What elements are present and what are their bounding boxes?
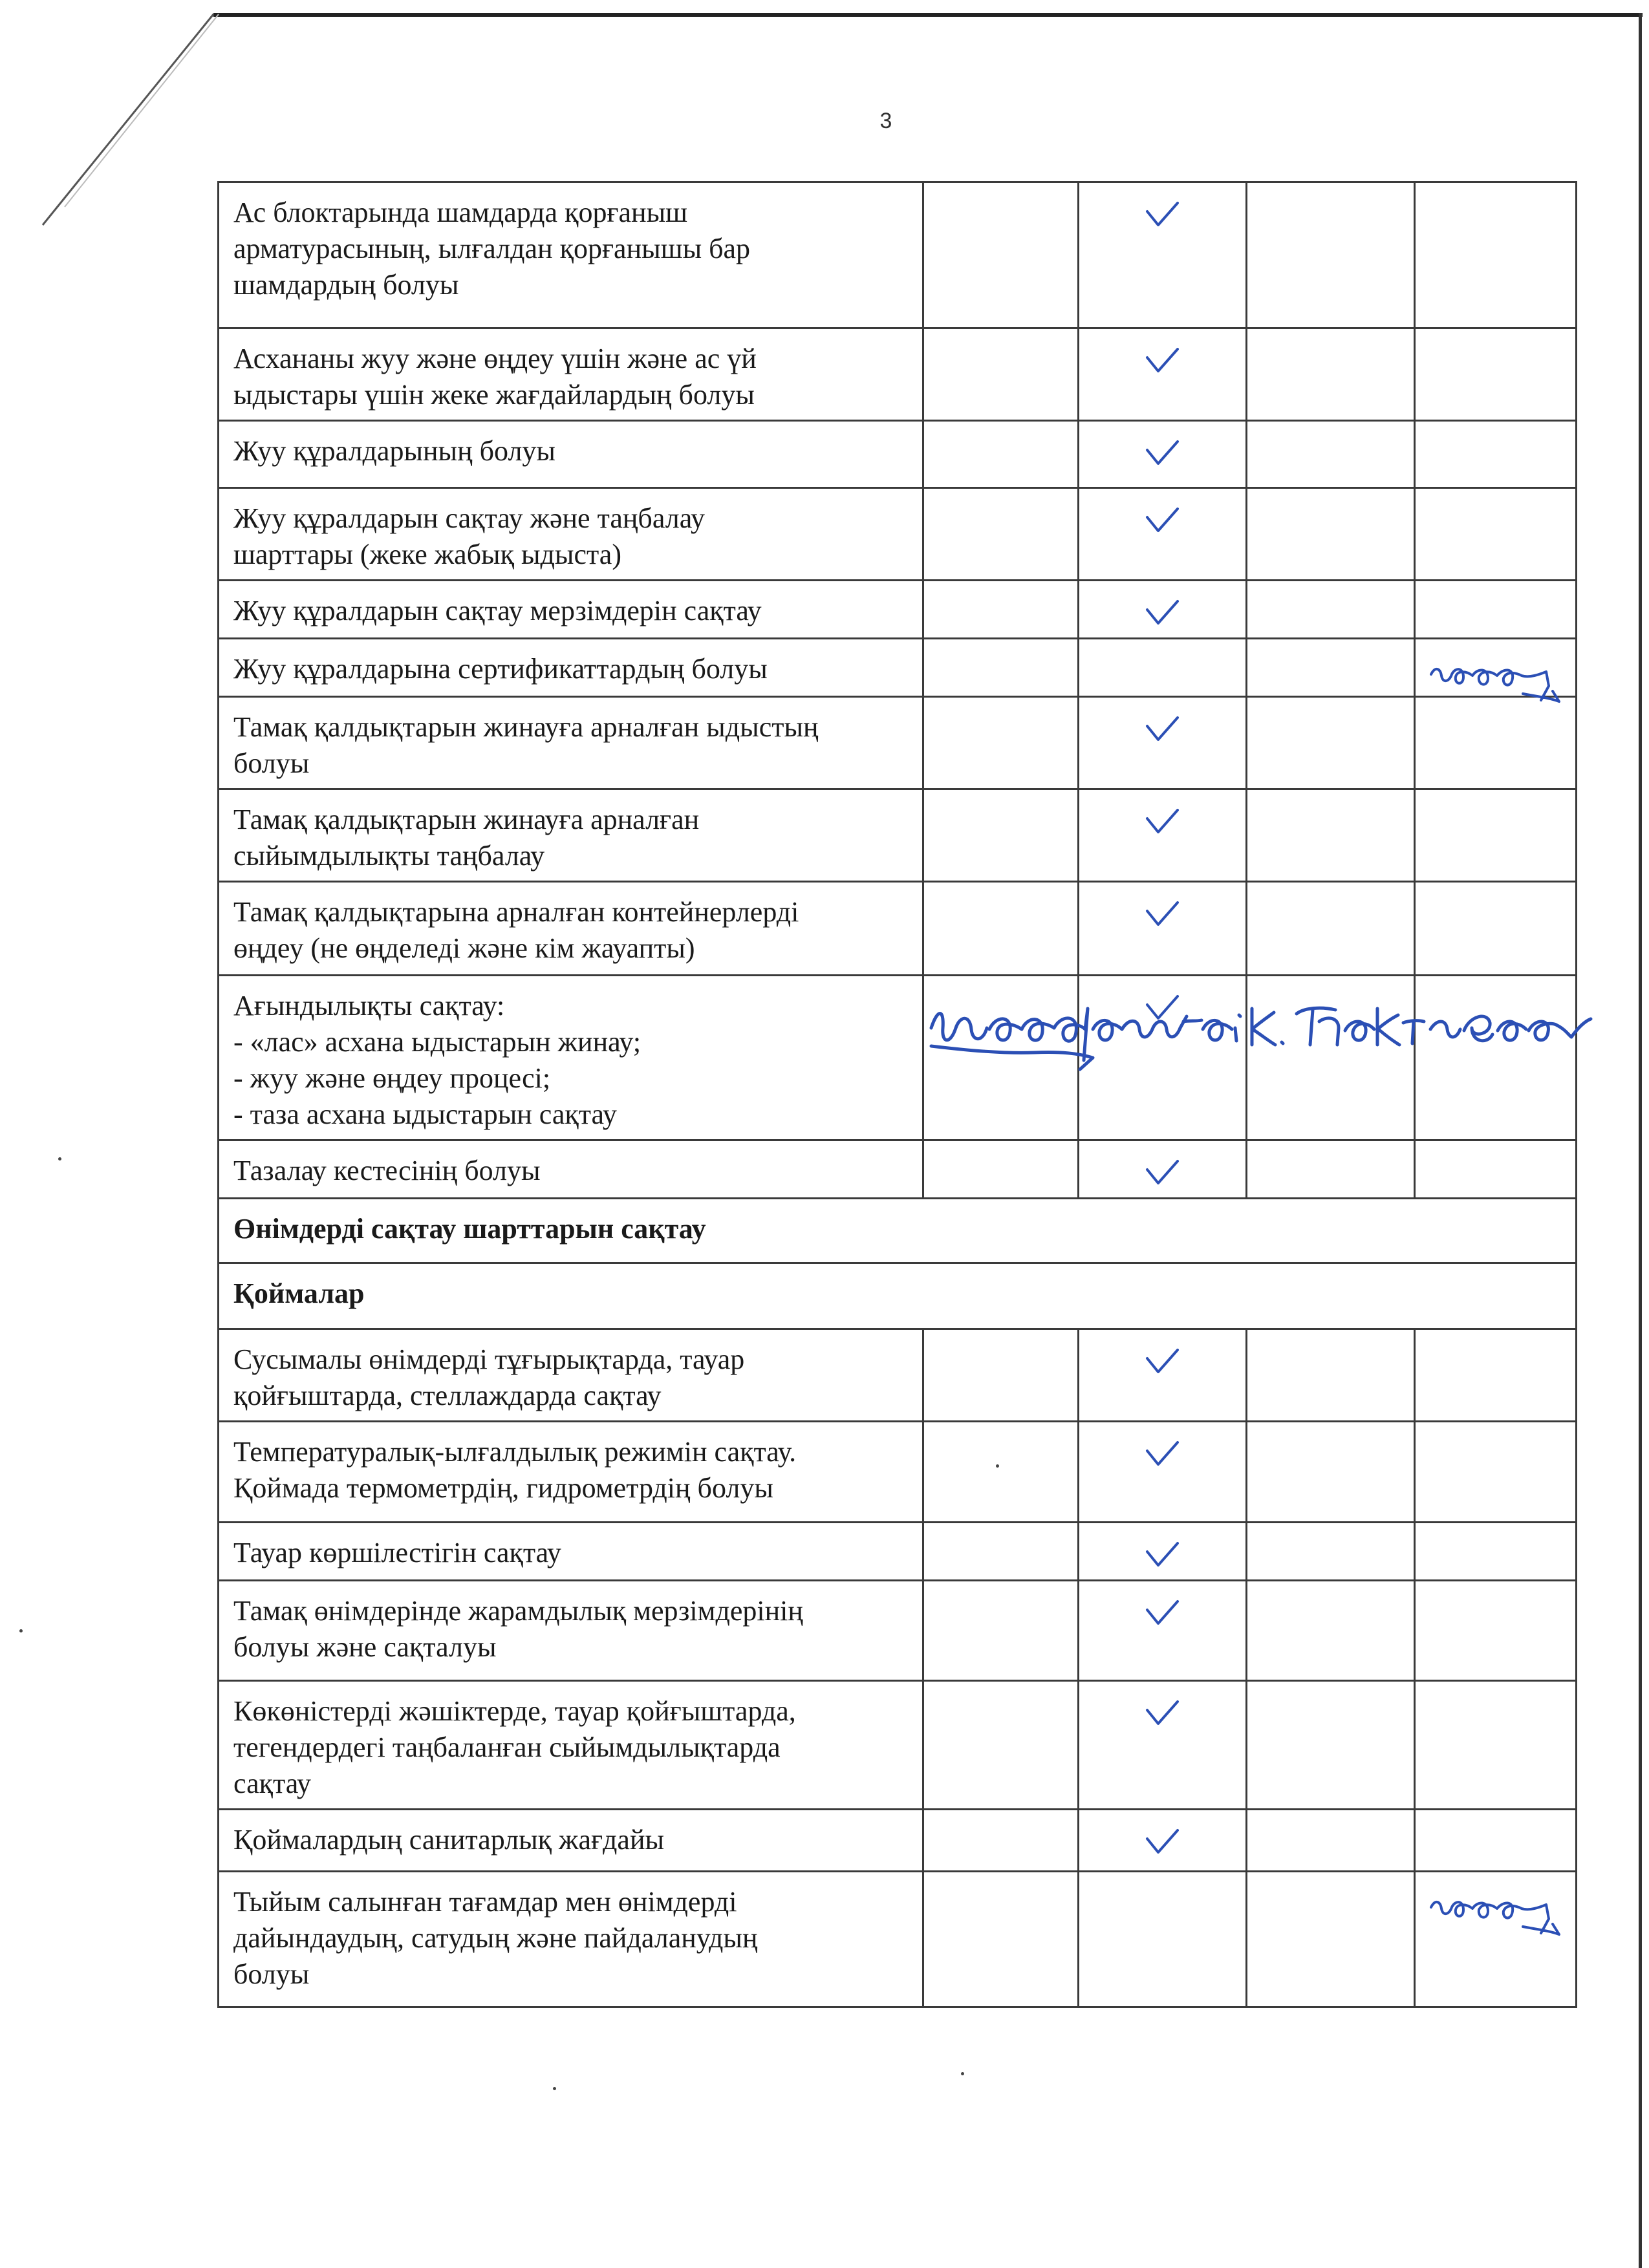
mark-cell-col-1 [923, 1140, 1079, 1199]
check-mark-icon [1145, 1599, 1179, 1625]
mark-cell-col-2 [1079, 1872, 1247, 2007]
scan-edge-top [213, 13, 1643, 17]
mark-cell-col-1 [923, 581, 1079, 639]
mark-cell-col-4 [1415, 697, 1577, 789]
mark-cell-col-3 [1247, 1140, 1415, 1199]
requirement-text-line: Тыйым салынған тағамдар мен өнімдерді [233, 1886, 737, 1918]
requirement-text-line: Жуу құралдарына сертификаттардың болуы [233, 653, 768, 685]
checklist-row [219, 639, 1577, 697]
mark-cell-col-3 [1247, 1810, 1415, 1872]
mark-cell-col-3 [1247, 1422, 1415, 1523]
mark-cell-col-2 [1079, 882, 1247, 976]
mark-cell-col-4 [1415, 639, 1577, 697]
scan-speck [553, 2087, 556, 2090]
mark-cell-col-1 [923, 789, 1079, 882]
requirement-text-line: өңдеу (не өңделеді және кім жауапты) [233, 932, 695, 964]
requirement-text [219, 1422, 923, 1523]
section-header-row [219, 1263, 1577, 1329]
mark-cell-col-3 [1247, 1872, 1415, 2007]
requirement-text-line: - «лас» асхана ыдыстарын жинау; [233, 1026, 641, 1058]
mark-cell-col-1 [923, 1329, 1079, 1422]
mark-cell-col-2 [1079, 182, 1247, 328]
mark-cell-col-4 [1415, 1681, 1577, 1810]
section-title [219, 1199, 1577, 1263]
requirement-text-line: қойғыштарда, стеллаждарда сақтау [233, 1380, 662, 1411]
requirement-text-line: Тауар көршілестігін сақтау [233, 1537, 561, 1568]
mark-cell-col-1 [923, 1581, 1079, 1681]
section-header-row [219, 1199, 1577, 1263]
mark-cell-col-2 [1079, 1523, 1247, 1581]
requirement-text-line: шарттары (жеке жабық ыдыста) [233, 539, 621, 570]
checklist-body [219, 182, 1577, 2007]
checklist-row [219, 421, 1577, 488]
mark-cell-col-4 [1415, 182, 1577, 328]
mark-cell-col-3 [1247, 639, 1415, 697]
handwritten-responsible-note [925, 983, 1597, 1080]
mark-cell-col-3 [1247, 182, 1415, 328]
requirement-text [219, 1140, 923, 1199]
mark-cell-col-2 [1079, 1681, 1247, 1810]
requirement-text-line: шамдардың болуы [233, 269, 459, 301]
requirement-text [219, 1681, 923, 1810]
checklist-row [219, 1140, 1577, 1199]
mark-cell-col-4 [1415, 488, 1577, 581]
inspection-checklist-table [217, 181, 1577, 2008]
requirement-text-line: Асхананы жуу және өңдеу үшін және ас үй [233, 343, 757, 374]
requirement-text-line: Жуу құралдарын сақтау және таңбалау [233, 502, 705, 534]
checklist-row [219, 1581, 1577, 1681]
mark-cell-col-3 [1247, 328, 1415, 421]
requirement-text-line: Қоймалардың санитарлық жағдайы [233, 1824, 665, 1856]
requirement-text-line: болуы [233, 1958, 310, 1990]
mark-cell-col-2 [1079, 488, 1247, 581]
check-mark-icon [1145, 347, 1179, 373]
mark-cell-col-3 [1247, 697, 1415, 789]
mark-cell-col-2 [1079, 1422, 1247, 1523]
mark-cell-col-1 [923, 328, 1079, 421]
mark-cell-col-1 [923, 488, 1079, 581]
requirement-text-line: Сусымалы өнімдерді тұғырықтарда, тауар [233, 1343, 745, 1375]
requirement-text [219, 639, 923, 697]
requirement-text-line: Жуу құралдарының болуы [233, 435, 555, 467]
check-mark-icon [1145, 1348, 1179, 1374]
checklist-row [219, 1329, 1577, 1422]
mark-cell-col-4 [1415, 882, 1577, 976]
requirement-text [219, 1329, 923, 1422]
check-mark-icon [1145, 440, 1179, 465]
checklist-row [219, 1810, 1577, 1872]
checklist-row [219, 488, 1577, 581]
requirement-text-line: Қоймада термометрдің, гидрометрдің болуы [233, 1472, 773, 1504]
mark-cell-col-1 [923, 421, 1079, 488]
requirement-text [219, 789, 923, 882]
mark-cell-col-4 [1415, 581, 1577, 639]
check-mark-icon [1145, 808, 1179, 834]
requirement-text [219, 421, 923, 488]
checklist-row [219, 328, 1577, 421]
requirement-text-line: Қоймалар [233, 1278, 365, 1309]
mark-cell-col-3 [1247, 1329, 1415, 1422]
requirement-text-line: тегендердегі таңбаланған сыйымдылықтарда [233, 1731, 781, 1763]
mark-cell-col-2 [1079, 1329, 1247, 1422]
requirement-text-line: Температуралық-ылғалдылық режимін сақтау. [233, 1436, 797, 1468]
handwritten-signature-icon [1426, 1881, 1568, 1940]
mark-cell-col-2 [1079, 697, 1247, 789]
mark-cell-col-2 [1079, 1810, 1247, 1872]
check-mark-icon [1145, 1828, 1179, 1854]
requirement-text-line: - таза асхана ыдыстарын сақтау [233, 1098, 617, 1130]
requirement-text-line: Тамақ қалдықтарын жинауға арналған ыдыстың [233, 711, 819, 743]
section-title [219, 1263, 1577, 1329]
requirement-text [219, 1581, 923, 1681]
requirement-text [219, 1810, 923, 1872]
requirement-text-line: Көкөністерді жәшіктерде, тауар қойғыштарда, [233, 1695, 796, 1727]
requirement-text [219, 328, 923, 421]
mark-cell-col-4 [1415, 1872, 1577, 2007]
requirement-text-line: дайындаудың, сатудың және пайдаланудың [233, 1922, 758, 1954]
requirement-text-line: Тазалау кестесінің болуы [233, 1155, 541, 1186]
checklist-row [219, 1681, 1577, 1810]
requirement-text-line: сақтау [233, 1768, 312, 1799]
requirement-text [219, 697, 923, 789]
mark-cell-col-1 [923, 182, 1079, 328]
requirement-text [219, 1523, 923, 1581]
requirement-text [219, 1872, 923, 2007]
check-mark-icon [1145, 507, 1179, 533]
mark-cell-col-3 [1247, 488, 1415, 581]
requirement-text-line: - жуу және өңдеу процесі; [233, 1062, 551, 1094]
mark-cell-col-2 [1079, 1581, 1247, 1681]
mark-cell-col-2 [1079, 1140, 1247, 1199]
scan-speck [58, 1157, 61, 1161]
mark-cell-col-3 [1247, 1523, 1415, 1581]
mark-cell-col-4 [1415, 1422, 1577, 1523]
mark-cell-col-3 [1247, 421, 1415, 488]
mark-cell-col-3 [1247, 1681, 1415, 1810]
requirement-text-line: ыдыстары үшін жеке жағдайлардың болуы [233, 379, 755, 411]
mark-cell-col-4 [1415, 1810, 1577, 1872]
scan-folded-corner [39, 13, 233, 226]
mark-cell-col-4 [1415, 328, 1577, 421]
mark-cell-col-4 [1415, 1140, 1577, 1199]
requirement-text [219, 488, 923, 581]
mark-cell-col-2 [1079, 639, 1247, 697]
mark-cell-col-4 [1415, 1523, 1577, 1581]
mark-cell-col-2 [1079, 789, 1247, 882]
mark-cell-col-1 [923, 639, 1079, 697]
checklist-row [219, 1422, 1577, 1523]
requirement-text [219, 976, 923, 1140]
checklist-row [219, 1523, 1577, 1581]
mark-cell-col-3 [1247, 581, 1415, 639]
requirement-text [219, 882, 923, 976]
requirement-text [219, 581, 923, 639]
check-mark-icon [1145, 901, 1179, 926]
requirement-text-line: сыйымдылықты таңбалау [233, 840, 545, 872]
requirement-text-line: Ағындылықты сақтау: [233, 990, 505, 1022]
scan-speck [961, 2072, 964, 2075]
mark-cell-col-1 [923, 1523, 1079, 1581]
checklist-row [219, 581, 1577, 639]
check-mark-icon [1145, 599, 1179, 625]
requirement-text-line: арматурасының, ылғалдан қорғанышы бар [233, 233, 751, 264]
requirement-text-line: Ас блоктарында шамдарда қорғаныш [233, 197, 688, 228]
page-number: 3 [879, 109, 892, 133]
requirement-text-line: Тамақ өнімдерінде жарамдылық мерзімдерінің [233, 1595, 803, 1627]
requirement-text-line: Жуу құралдарын сақтау мерзімдерін сақтау [233, 595, 762, 626]
mark-cell-col-2 [1079, 328, 1247, 421]
scan-speck [19, 1629, 23, 1632]
requirement-text-line: болуы [233, 747, 310, 779]
mark-cell-col-2 [1079, 581, 1247, 639]
checklist-row [219, 789, 1577, 882]
mark-cell-col-1 [923, 1810, 1079, 1872]
check-mark-icon [1145, 716, 1179, 742]
checklist-row [219, 1872, 1577, 2007]
checklist-row [219, 697, 1577, 789]
scan-edge-right [1639, 13, 1642, 2268]
mark-cell-col-1 [923, 697, 1079, 789]
mark-cell-col-4 [1415, 421, 1577, 488]
check-mark-icon [1145, 1159, 1179, 1185]
mark-cell-col-1 [923, 1422, 1079, 1523]
checklist-row [219, 182, 1577, 328]
checklist-row [219, 882, 1577, 976]
mark-cell-col-4 [1415, 1581, 1577, 1681]
requirement-text-line: Тамақ қалдықтарын жинауға арналған [233, 804, 700, 835]
check-mark-icon [1145, 1541, 1179, 1567]
mark-cell-col-3 [1247, 1581, 1415, 1681]
mark-cell-col-2 [1079, 421, 1247, 488]
check-mark-icon [1145, 201, 1179, 227]
requirement-text-line: Тамақ қалдықтарына арналған контейнерлерді [233, 896, 799, 928]
requirement-text [219, 182, 923, 328]
mark-cell-col-4 [1415, 1329, 1577, 1422]
mark-cell-col-4 [1415, 789, 1577, 882]
check-mark-icon [1145, 1700, 1179, 1726]
mark-cell-col-3 [1247, 882, 1415, 976]
requirement-text-line: Өнімдерді сақтау шарттарын сақтау [233, 1213, 706, 1245]
mark-cell-col-3 [1247, 789, 1415, 882]
requirement-text-line: болуы және сақталуы [233, 1631, 497, 1663]
mark-cell-col-1 [923, 1681, 1079, 1810]
mark-cell-col-1 [923, 1872, 1079, 2007]
mark-cell-col-1 [923, 882, 1079, 976]
check-mark-icon [1145, 1440, 1179, 1466]
